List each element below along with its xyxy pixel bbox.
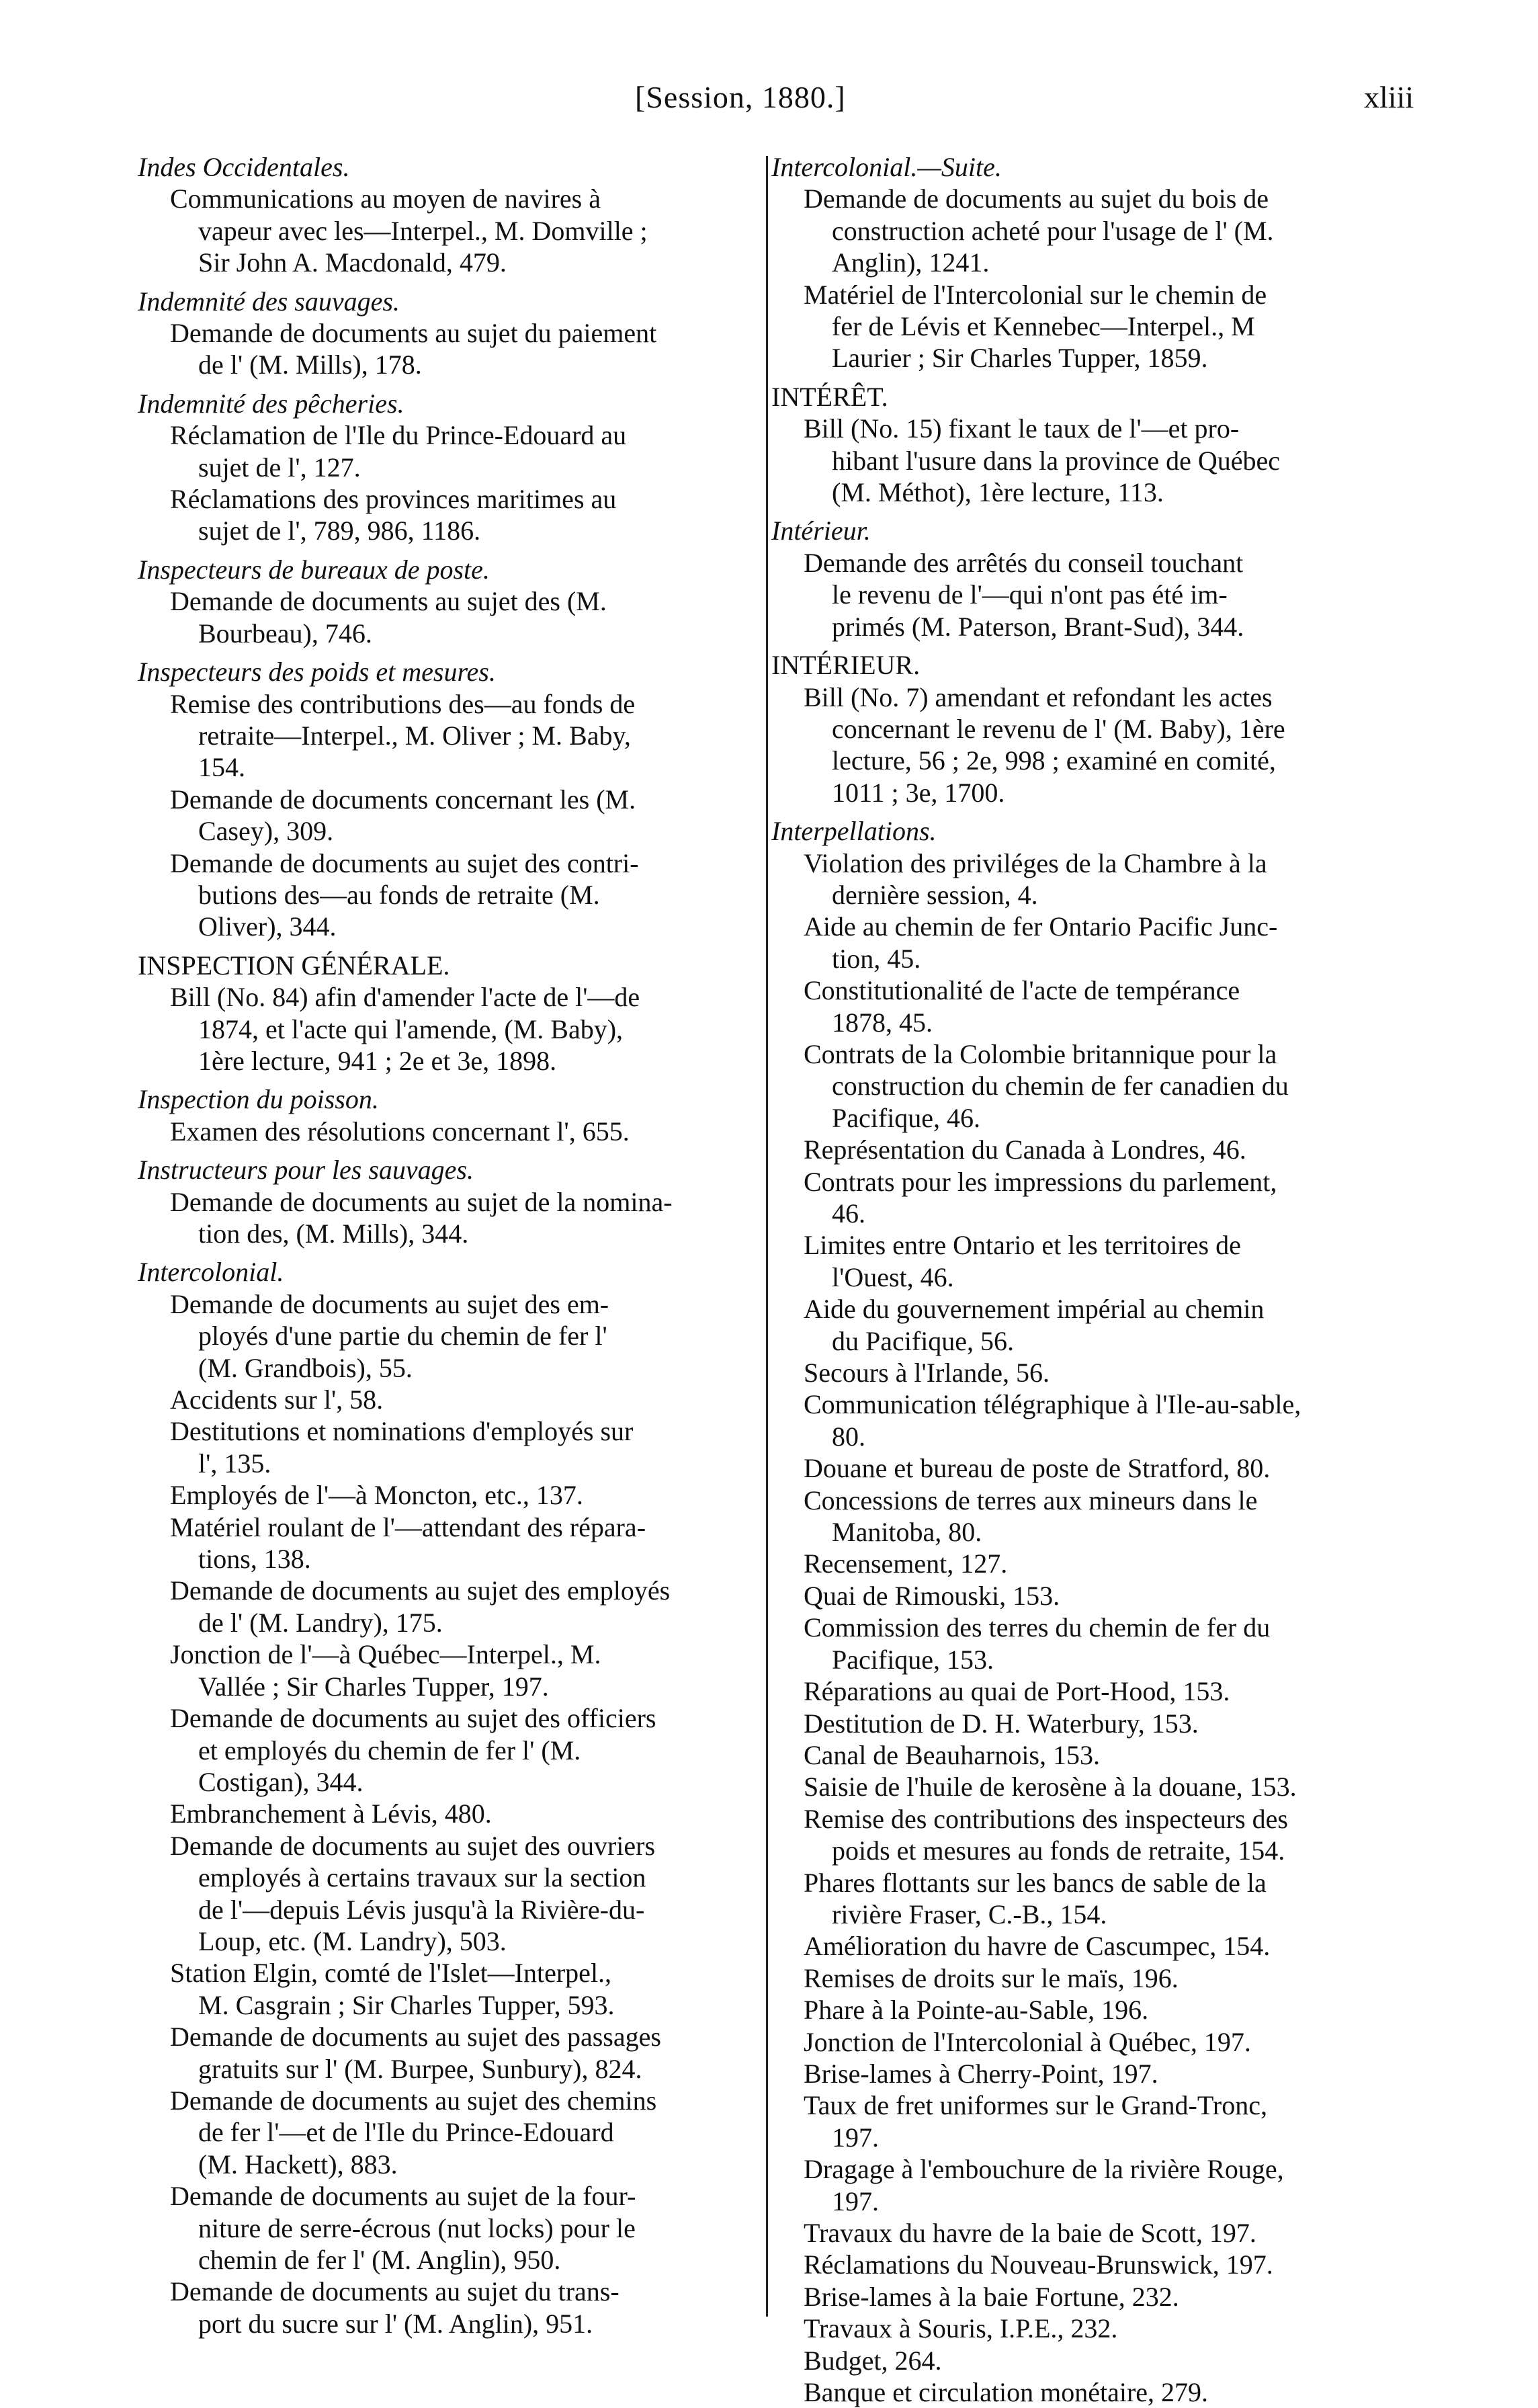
index-entry-continuation: construction du chemin de fer canadien du bbox=[832, 1071, 1289, 1102]
index-entry-continuation: 80. bbox=[832, 1421, 865, 1452]
index-entry-continuation: l', 135. bbox=[198, 1448, 271, 1479]
index-entry-continuation: Sir John A. Macdonald, 479. bbox=[198, 247, 507, 278]
index-entry-continuation: lecture, 56 ; 2e, 998 ; examiné en comité, bbox=[832, 745, 1276, 776]
index-entry: Réclamation de l'Ile du Prince-Edouard au bbox=[170, 420, 627, 451]
index-entry: Demande de documents au sujet des chemins bbox=[170, 2085, 657, 2116]
index-entry-continuation: Laurier ; Sir Charles Tupper, 1859. bbox=[832, 343, 1208, 374]
index-heading: Inspecteurs de bureaux de poste. bbox=[138, 554, 490, 585]
index-heading: Indemnité des sauvages. bbox=[138, 286, 400, 317]
left-column bbox=[138, 151, 756, 2339]
index-entry-continuation: vapeur avec les—Interpel., M. Domville ; bbox=[198, 215, 648, 246]
index-entry-continuation: du Pacifique, 56. bbox=[832, 1325, 1015, 1356]
index-entry: Demande de documents au sujet des em- bbox=[170, 1288, 609, 1319]
index-entry: Limites entre Ontario et les territoires de bbox=[804, 1230, 1241, 1261]
index-heading: Indemnité des pêcheries. bbox=[138, 388, 404, 419]
index-entry: Demande des arrêtés du conseil touchant bbox=[804, 547, 1244, 578]
index-entry: Remise des contributions des inspecteurs des bbox=[804, 1803, 1288, 1834]
index-entry-continuation: (M. Méthot), 1ère lecture, 113. bbox=[832, 477, 1164, 508]
index-entry-continuation: l'Ouest, 46. bbox=[832, 1261, 954, 1292]
index-entry-continuation: sujet de l', 789, 986, 1186. bbox=[198, 515, 481, 546]
index-entry-continuation: Pacifique, 153. bbox=[832, 1644, 994, 1675]
index-entry: Douane et bureau de poste de Stratford, 80. bbox=[804, 1453, 1271, 1484]
index-entry: Jonction de l'Intercolonial à Québec, 197. bbox=[804, 2026, 1251, 2057]
index-entry: Budget, 264. bbox=[804, 2345, 942, 2376]
index-entry: Concessions de terres aux mineurs dans le bbox=[804, 1485, 1258, 1516]
index-entry: Demande de documents au sujet des (M. bbox=[170, 586, 607, 617]
index-heading: Intercolonial.—Suite. bbox=[771, 152, 1002, 182]
index-entry: Bill (No. 7) amendant et refondant les actes bbox=[804, 681, 1273, 712]
index-entry: Demande de documents au sujet des passages bbox=[170, 2022, 661, 2052]
index-entry-continuation: (M. Hackett), 883. bbox=[198, 2149, 398, 2179]
index-entry: Brise-lames à la baie Fortune, 232. bbox=[804, 2281, 1179, 2312]
index-heading: Intérieur. bbox=[771, 515, 871, 546]
index-entry: Recensement, 127. bbox=[804, 1548, 1008, 1579]
index-entry-continuation: niture de serre-écrous (nut locks) pour le bbox=[198, 2212, 636, 2243]
index-entry: Demande de documents au sujet des ouvriers bbox=[170, 1830, 656, 1861]
index-entry-continuation: Vallée ; Sir Charles Tupper, 197. bbox=[198, 1671, 549, 1702]
index-entry: Brise-lames à Cherry-Point, 197. bbox=[804, 2058, 1158, 2089]
index-entry: Bill (No. 84) afin d'amender l'acte de l'—de bbox=[170, 982, 640, 1013]
index-entry: Dragage à l'embouchure de la rivière Rouge, bbox=[804, 2154, 1284, 2185]
index-entry-continuation: concernant le revenu de l' (M. Baby), 1ère bbox=[832, 713, 1285, 744]
index-entry-continuation: Bourbeau), 746. bbox=[198, 618, 372, 649]
index-entry: Destitutions et nominations d'employés sur bbox=[170, 1416, 634, 1447]
index-entry: Communications au moyen de navires à bbox=[170, 183, 601, 214]
index-entry-continuation: Casey), 309. bbox=[198, 816, 334, 847]
index-entry-continuation: de l'—depuis Lévis jusqu'à la Rivière-du- bbox=[198, 1894, 645, 1925]
index-entry: Demande de documents au sujet des contri- bbox=[170, 847, 639, 878]
index-entry-continuation: 197. bbox=[832, 2186, 879, 2216]
index-entry-continuation: sujet de l', 127. bbox=[198, 452, 361, 483]
index-entry: Constitutionalité de l'acte de tempérance bbox=[804, 975, 1240, 1006]
index-entry: Phare à la Pointe-au-Sable, 196. bbox=[804, 1995, 1149, 2026]
index-entry: Jonction de l'—à Québec—Interpel., M. bbox=[170, 1639, 601, 1670]
index-heading: Instructeurs pour les sauvages. bbox=[138, 1155, 474, 1186]
index-entry: Remise des contributions des—au fonds de bbox=[170, 688, 636, 719]
index-heading: INTÉRIEUR. bbox=[771, 650, 921, 681]
index-entry: Matériel roulant de l'—attendant des répara- bbox=[170, 1511, 646, 1542]
index-entry: Travaux à Souris, I.P.E., 232. bbox=[804, 2313, 1118, 2344]
index-entry-continuation: de fer l'—et de l'Ile du Prince-Edouard bbox=[198, 2117, 614, 2148]
index-entry: Travaux du havre de la baie de Scott, 197. bbox=[804, 2218, 1256, 2248]
index-entry-continuation: Oliver), 344. bbox=[198, 911, 337, 942]
index-entry: Examen des résolutions concernant l', 655. bbox=[170, 1116, 630, 1147]
index-entry: Employés de l'—à Moncton, etc., 137. bbox=[170, 1480, 583, 1511]
index-heading: Inspection du poisson. bbox=[138, 1084, 379, 1115]
index-entry: Banque et circulation monétaire, 279. bbox=[804, 2377, 1209, 2408]
page-number: xliii bbox=[1364, 80, 1414, 114]
index-entry-continuation: Loup, etc. (M. Landry), 503. bbox=[198, 1925, 507, 1956]
index-entry-continuation: hibant l'usure dans la province de Québec bbox=[832, 445, 1280, 476]
index-entry: Bill (No. 15) fixant le taux de l'—et pro- bbox=[804, 413, 1240, 444]
index-entry: Commission des terres du chemin de fer du bbox=[804, 1612, 1271, 1643]
index-entry: Matériel de l'Intercolonial sur le chemin de bbox=[804, 279, 1267, 310]
index-entry: Phares flottants sur les bancs de sable de la bbox=[804, 1867, 1267, 1898]
index-entry: Réclamations des provinces maritimes au bbox=[170, 484, 617, 515]
index-heading: Interpellations. bbox=[771, 816, 937, 847]
right-column bbox=[771, 151, 1390, 2408]
index-entry-continuation: butions des—au fonds de retraite (M. bbox=[198, 879, 600, 910]
index-heading: INTÉRÊT. bbox=[771, 381, 888, 412]
running-header bbox=[0, 79, 1538, 133]
index-entry-continuation: 154. bbox=[198, 752, 245, 783]
index-heading: Intercolonial. bbox=[138, 1257, 284, 1288]
index-entry: Contrats pour les impressions du parlement, bbox=[804, 1166, 1277, 1197]
index-entry: Aide du gouvernement impérial au chemin bbox=[804, 1294, 1265, 1325]
index-entry: Réparations au quai de Port-Hood, 153. bbox=[804, 1676, 1230, 1707]
index-entry-continuation: 1011 ; 3e, 1700. bbox=[832, 777, 1005, 808]
index-entry: Secours à l'Irlande, 56. bbox=[804, 1358, 1050, 1388]
index-entry: Demande de documents au sujet de la four- bbox=[170, 2181, 636, 2212]
column-divider bbox=[766, 156, 768, 2317]
index-entry: Destitution de D. H. Waterbury, 153. bbox=[804, 1708, 1199, 1739]
index-entry-continuation: 46. bbox=[832, 1198, 865, 1229]
index-entry-continuation: fer de Lévis et Kennebec—Interpel., M bbox=[832, 311, 1255, 342]
index-heading: Indes Occidentales. bbox=[138, 152, 350, 182]
index-entry: Saisie de l'huile de kerosène à la douane, 153. bbox=[804, 1772, 1297, 1802]
index-entry: Demande de documents au sujet des employés bbox=[170, 1575, 671, 1606]
index-entry: Demande de documents au sujet de la nomina- bbox=[170, 1186, 673, 1217]
index-entry-continuation: M. Casgrain ; Sir Charles Tupper, 593. bbox=[198, 1989, 615, 2020]
index-entry: Amélioration du havre de Cascumpec, 154. bbox=[804, 1931, 1271, 1962]
index-entry-continuation: 1874, et l'acte qui l'amende, (M. Baby), bbox=[198, 1013, 624, 1044]
index-entry-continuation: ployés d'une partie du chemin de fer l' bbox=[198, 1321, 607, 1352]
index-entry-continuation: construction acheté pour l'usage de l' (M. bbox=[832, 215, 1274, 246]
index-entry: Demande de documents au sujet du paiement bbox=[170, 318, 657, 349]
index-entry-continuation: tions, 138. bbox=[198, 1544, 311, 1575]
index-entry: Demande de documents au sujet du trans- bbox=[170, 2276, 620, 2307]
index-entry-continuation: dernière session, 4. bbox=[832, 879, 1038, 910]
index-entry: Remises de droits sur le maïs, 196. bbox=[804, 1962, 1179, 1993]
index-entry-continuation: tion, 45. bbox=[832, 943, 921, 974]
index-entry-continuation: 1878, 45. bbox=[832, 1007, 933, 1038]
index-entry-continuation: primés (M. Paterson, Brant-Sud), 344. bbox=[832, 611, 1244, 642]
index-entry-continuation: retraite—Interpel., M. Oliver ; M. Baby, bbox=[198, 720, 631, 751]
index-heading: Inspecteurs des poids et mesures. bbox=[138, 657, 496, 688]
index-entry-continuation: de l' (M. Mills), 178. bbox=[198, 349, 422, 380]
index-entry-continuation: Manitoba, 80. bbox=[832, 1517, 982, 1548]
index-entry-continuation: chemin de fer l' (M. Anglin), 950. bbox=[198, 2245, 561, 2275]
index-entry: Communication télégraphique à l'Ile-au-sable, bbox=[804, 1389, 1301, 1420]
index-entry-continuation: 1ère lecture, 941 ; 2e et 3e, 1898. bbox=[198, 1045, 557, 1076]
index-entry-continuation: rivière Fraser, C.-B., 154. bbox=[832, 1899, 1107, 1929]
index-entry-continuation: de l' (M. Landry), 175. bbox=[198, 1607, 443, 1638]
index-entry-continuation: Anglin), 1241. bbox=[832, 247, 990, 278]
index-entry-continuation: (M. Grandbois), 55. bbox=[198, 1352, 413, 1383]
index-entry: Demande de documents concernant les (M. bbox=[170, 784, 636, 815]
index-entry: Accidents sur l', 58. bbox=[170, 1384, 384, 1415]
index-entry: Demande de documents au sujet des officiers bbox=[170, 1703, 656, 1734]
index-entry-continuation: 197. bbox=[832, 2122, 879, 2153]
index-entry-continuation: Costigan), 344. bbox=[198, 1766, 364, 1797]
index-entry-continuation: et employés du chemin de fer l' (M. bbox=[198, 1735, 581, 1766]
index-entry-continuation: tion des, (M. Mills), 344. bbox=[198, 1218, 469, 1249]
index-entry-continuation: port du sucre sur l' (M. Anglin), 951. bbox=[198, 2308, 593, 2339]
index-entry: Embranchement à Lévis, 480. bbox=[170, 1798, 492, 1829]
index-entry: Taux de fret uniformes sur le Grand-Tronc, bbox=[804, 2090, 1267, 2121]
index-entry-continuation: Pacifique, 46. bbox=[832, 1102, 981, 1133]
index-entry-continuation: poids et mesures au fonds de retraite, 154. bbox=[832, 1835, 1285, 1866]
index-entry: Contrats de la Colombie britannique pour la bbox=[804, 1038, 1277, 1069]
index-entry: Violation des priviléges de la Chambre à la bbox=[804, 847, 1267, 878]
index-entry-continuation: gratuits sur l' (M. Burpee, Sunbury), 824. bbox=[198, 2053, 642, 2084]
index-entry-continuation: employés à certains travaux sur la section bbox=[198, 1862, 646, 1893]
index-entry: Représentation du Canada à Londres, 46. bbox=[804, 1134, 1246, 1165]
index-heading: INSPECTION GÉNÉRALE. bbox=[138, 950, 450, 981]
index-entry: Aide au chemin de fer Ontario Pacific Junc- bbox=[804, 911, 1278, 942]
index-entry: Station Elgin, comté de l'Islet—Interpel., bbox=[170, 1958, 612, 1989]
index-entry: Canal de Beauharnois, 153. bbox=[804, 1739, 1100, 1770]
session-label: [Session, 1880.] bbox=[635, 80, 846, 114]
index-entry: Réclamations du Nouveau-Brunswick, 197. bbox=[804, 2249, 1273, 2280]
index-entry: Quai de Rimouski, 153. bbox=[804, 1580, 1060, 1611]
index-entry: Demande de documents au sujet du bois de bbox=[804, 183, 1269, 214]
index-entry-continuation: le revenu de l'—qui n'ont pas été im- bbox=[832, 579, 1228, 610]
